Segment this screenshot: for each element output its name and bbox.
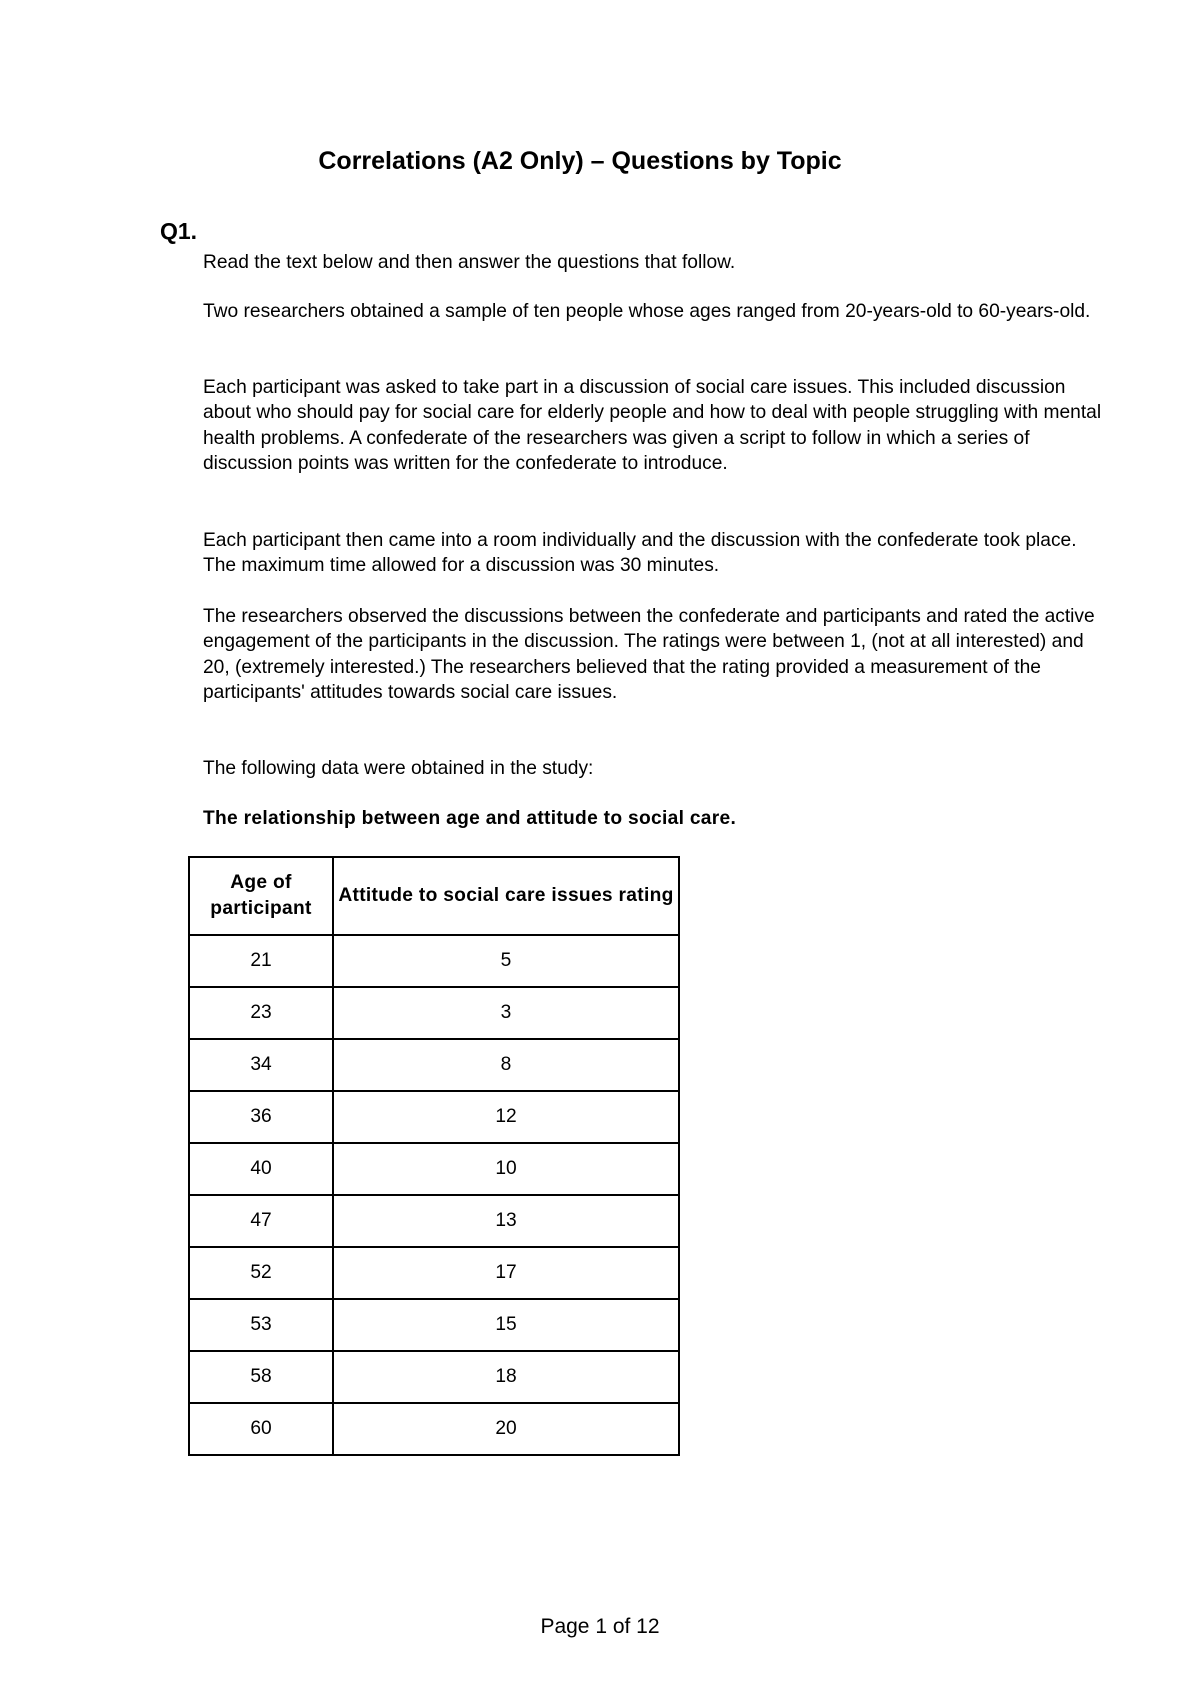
table-row: [189, 1091, 679, 1143]
table-row: [189, 1039, 679, 1091]
header-rating: Attitude to social care issues rating: [333, 857, 679, 935]
paragraph-procedure: Each participant then came into a room individually and the discussion with the confederate took place. The maximum time allowed for a discussion was 30 minutes.: [203, 530, 1077, 577]
page-title: Correlations (A2 Only) – Questions by Topic: [318, 147, 842, 175]
header-age: Age of participant: [189, 857, 333, 935]
table-row: [189, 1143, 679, 1195]
age-cell: 36: [189, 1091, 333, 1143]
age-cell: 21: [189, 935, 333, 987]
rating-cell: 12: [333, 1091, 679, 1143]
table-row: [189, 935, 679, 987]
rating-cell: 10: [333, 1143, 679, 1195]
rating-cell: 3: [333, 987, 679, 1039]
table-row: [189, 1351, 679, 1403]
rating-cell: 15: [333, 1299, 679, 1351]
question-number: Q1.: [160, 218, 198, 244]
age-cell: 58: [189, 1351, 333, 1403]
age-cell: 23: [189, 987, 333, 1039]
rating-cell: 5: [333, 935, 679, 987]
table-row: [189, 1247, 679, 1299]
table-row: [189, 1195, 679, 1247]
table-caption: The relationship between age and attitude to social care.: [203, 808, 737, 829]
table-row: [189, 1403, 679, 1455]
page-footer: Page 1 of 12: [540, 1615, 660, 1638]
paragraph-ratings: The researchers observed the discussions between the confederate and participants and rated the active engagement of the participants in the discussion. The ratings were between 1, (not at all interested) and 20, (extremely interested.) The researchers believed that the rating provided a measurement of the participants' attitudes towards social care issues.: [203, 606, 1095, 704]
age-cell: 52: [189, 1247, 333, 1299]
rating-cell: 13: [333, 1195, 679, 1247]
rating-cell: 17: [333, 1247, 679, 1299]
rating-cell: 18: [333, 1351, 679, 1403]
paragraph-sample: Two researchers obtained a sample of ten people whose ages ranged from 20-years-old to 60-years-old.: [203, 301, 1091, 322]
age-cell: 60: [189, 1403, 333, 1455]
table-row: [189, 1299, 679, 1351]
age-cell: 40: [189, 1143, 333, 1195]
data-table: [188, 856, 680, 1456]
table-header-row: [189, 857, 679, 935]
paragraph-data-intro: The following data were obtained in the study:: [203, 758, 594, 779]
rating-cell: 8: [333, 1039, 679, 1091]
table-row: [189, 987, 679, 1039]
instruction-text: Read the text below and then answer the questions that follow.: [203, 252, 736, 273]
age-cell: 47: [189, 1195, 333, 1247]
paragraph-discussion: Each participant was asked to take part in a discussion of social care issues. This included discussion about who should pay for social care for elderly people and how to deal with people struggling with mental health problems. A confederate of the researchers was given a script to follow in which a series of discussion points was written for the confederate to introduce.: [203, 377, 1102, 475]
age-cell: 34: [189, 1039, 333, 1091]
age-cell: 53: [189, 1299, 333, 1351]
rating-cell: 20: [333, 1403, 679, 1455]
